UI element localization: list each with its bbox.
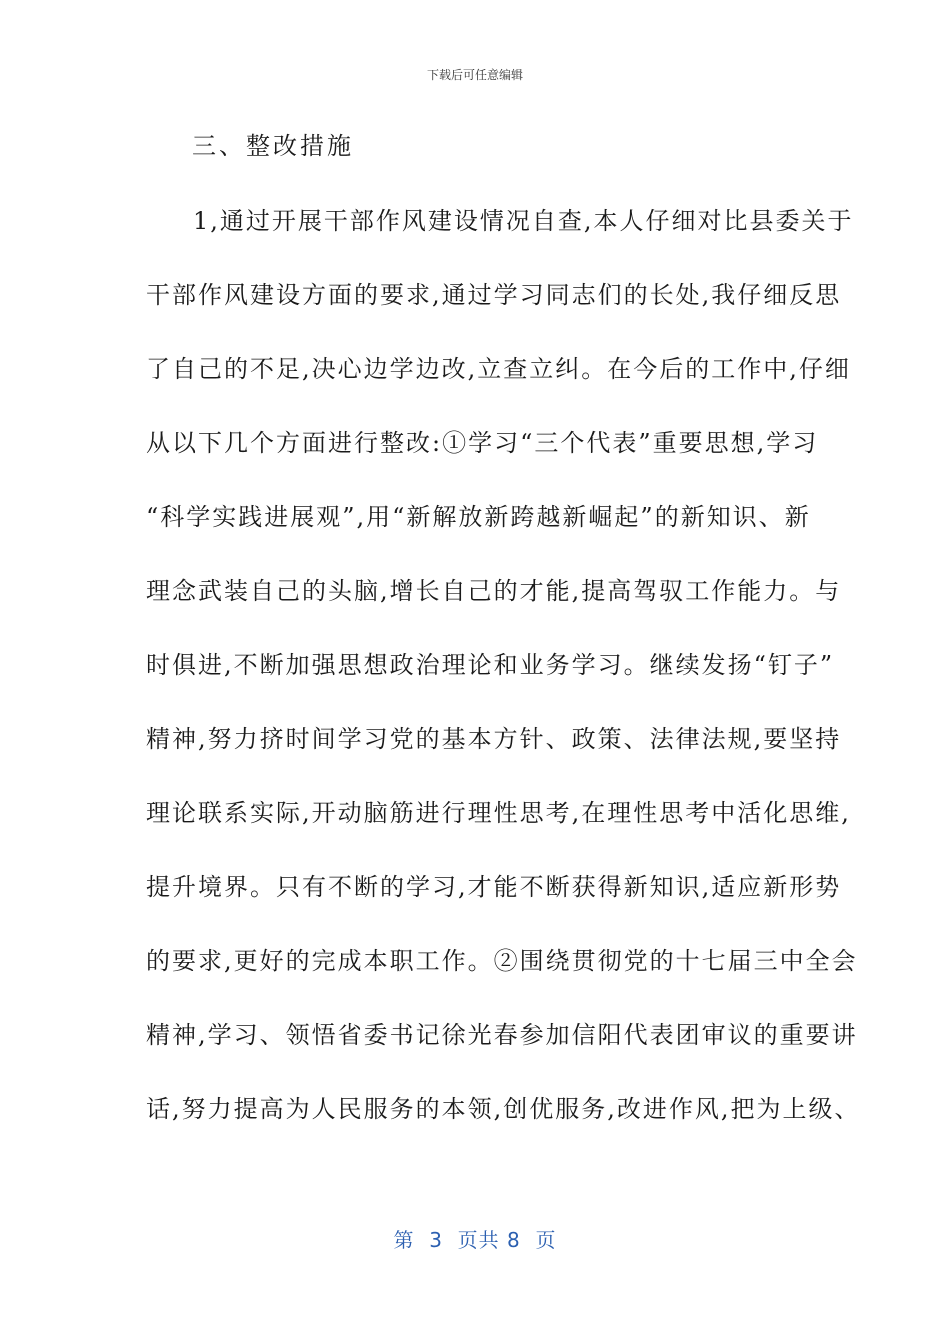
body-line: 的要求,更好的完成本职工作。②围绕贯彻党的十七届三中全会: [146, 947, 858, 975]
body-line: 理论联系实际,开动脑筋进行理性思考,在理性思考中活化思维,: [146, 799, 851, 827]
body-line: 精神,学习、领悟省委书记徐光春参加信阳代表团审议的重要讲: [146, 1021, 858, 1049]
body-line: 提升境界。只有不断的学习,才能不断获得新知识,适应新形势: [146, 873, 842, 901]
page-number-text: 第 3 页共 8 页: [393, 1228, 557, 1252]
body-line: 干部作风建设方面的要求,通过学习同志们的长处,我仔细反思: [146, 281, 842, 309]
body-line: 话,努力提高为人民服务的本领,创优服务,改进作风,把为上级、: [146, 1095, 861, 1123]
body-line: 理念武装自己的头脑,增长自己的才能,提高驾驭工作能力。与: [146, 577, 842, 605]
body-line: 时俱进,不断加强思想政治理论和业务学习。继续发扬“钉子”: [146, 651, 835, 679]
section-heading: 三、整改措施: [192, 132, 354, 160]
page-header-note: 下载后可任意编辑: [426, 68, 523, 82]
body-line: “科学实践进展观”,用“新解放新跨越新崛起”的新知识、新: [146, 503, 811, 531]
body-line: 从以下几个方面进行整改:①学习“三个代表”重要思想,学习: [146, 429, 819, 457]
body-line: 精神,努力挤时间学习党的基本方针、政策、法律法规,要坚持: [146, 725, 842, 753]
body-line: 了自己的不足,决心边学边改,立查立纠。在今后的工作中,仔细: [146, 355, 851, 383]
body-text: [146, 184, 861, 1146]
page-number-footer: [0, 1224, 950, 1253]
body-line: 1,通过开展干部作风建设情况自查,本人仔细对比县委关于: [193, 207, 854, 235]
